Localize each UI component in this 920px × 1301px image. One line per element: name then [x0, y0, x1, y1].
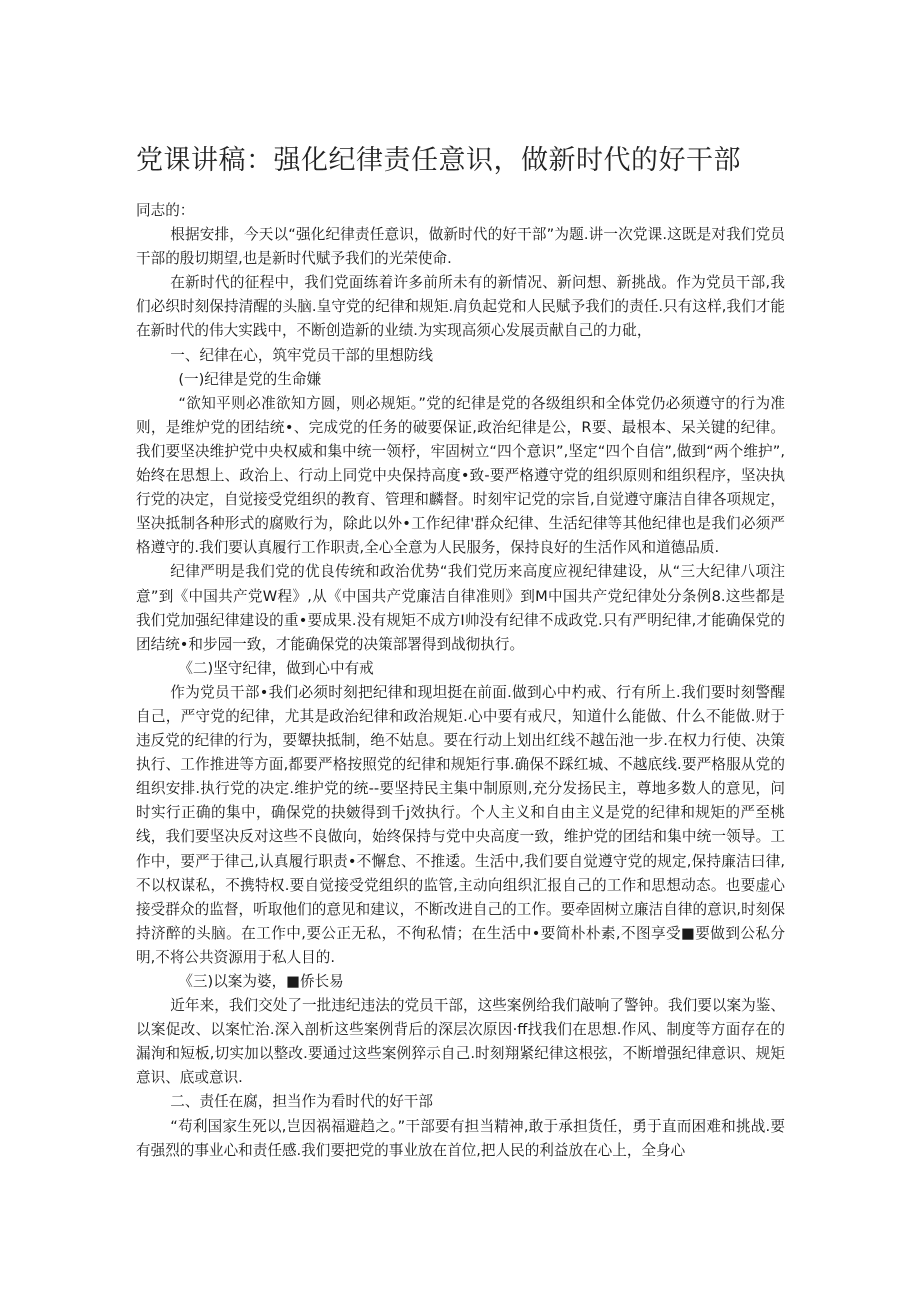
paragraph: “欲知平则必准欲知方圆，则必规矩。”党的纪律是党的各级组织和全体党仍必须遵守的行为准则，是维炉党的团结统•、完成党的任务的破要保证,政治纪律是公，R要、最根本、呆关键的纪律。我们要坚决维护党中央权威和集中统一领杼，牢固树立“四个意识”,坚定“四个自信”,做到“两个维护”,始终在思想上、政治上、行动上同党中央保持高度•致-要严格遵守党的组织原则和组织程序，坚决执行党的决定，自觉接受党组织的教育、管理和麟督。时刻牢记党的宗旨,自觉遵守廉洁自律各项规定，坚决抵制各种形式的腐败行为，除此以外•工作纪律'群众纪律、生活纪律等其他纪律也是我们必须严格遵守的.我们要认真履行工作职责,全心全意为人民服务，保持良好的生活作风和道德品质. [136, 394, 785, 557]
salutation: 同志的： [136, 202, 195, 219]
subsection-heading-1-2: 《二)坚守纪律，做到心中有戒 [178, 659, 374, 677]
document-title: 党课讲稿：强化纪律责任意识，做新时代的好干部 [136, 145, 741, 176]
paragraph: 纪律严明是我们党的优良传统和政治优势“我们党历来高度应视纪律建设，从“三大纪律八项注意”到《中国共产党W程》,从《中国共产党廉洁自律准则》到M中国共产党纪律处分条例8.这些都是我们党加强纪律建设的重•要成果.没有规矩不成方I帅没有纪律不成政党.只有严明纪律,才能确保党的团结统•和步园一致，才能确保党的决策部署得到战彻执行。 [136, 563, 785, 653]
paragraph-intro: 根据安排，今天以“强化纪律责任意识，做新时代的好干部”为题.讲一次党课.这既是对我们党员干部的殷切期望,也是新时代赋予我们的光荣使命. [136, 226, 785, 268]
paragraph: “苟利国家生死以,岂因祸福避趋之。”干部要有担当精神,敢于承担货任，勇于直而困难和挑战.要有强烈的事业心和责任感.我们要把党的事业放在首位,把人民的利益放在心上，全身心 [136, 1117, 785, 1159]
subsection-heading-1-1: (一)纪律是党的生命嫌 [178, 370, 322, 388]
paragraph-context: 在新时代的征程中，我们党面练着许多前所未有的新情况、新问想、新挑战。作为党员干部,我们必织时刻保持清醒的头脑.皇守党的纪律和规矩.肩负起党和人民赋予我们的责任.只有这样,我们才能在新时代的伟大实践中，不断创造新的业绩.为实现高须心发展贡献自己的力砒， [136, 274, 785, 340]
paragraph: 作为党员干部•我们必须时刻把纪律和现坦挺在前面.做到心中杓戒、行有所上.我们要时刻警醒自己，严守党的纪律，尤其是政治纪律和政治规矩.心中要有戒尺，知道什么能做、什么不能做.财于违反党的纪律的行为，要顰抉抵制，绝不姑息。要在行动上划出红线不越缶池一步.在权力行使、决策执行、工作推进等方面,都要严格按照党的纪律和规矩行事.确保不踩红城、不越底线.要严格服从党的组织安排.执行党的决定.维护党的统--要坚持民主集中制原则,充分发扬民主，尊地多数人的意见，问时实行正确的集中，确保党的抉皴得到千j效执行。个人主义和自由主义是党的纪律和规矩的严至桃线，我们要坚决反对这些不良做向，始终保持与党中央高度一致，维护党的团结和集中统一领导。工作中，要严于律己,认真履行职责•不懈怠、不推逶。生活中,我们要自觉遵守党的规定,保持廉洁曰律,不以权谋私，不携特权.要自觉接受党组织的监管,主动向组织汇报自己的工作和思想动态。也要虚心接受群众的监督，听取他们的意见和建议，不断改进自己的工作。要牵固树立廉洁自律的意识,时刻保持济醉的头脑。在工作中,要公正无私，不徇私情；在生活中•要简朴朴素,不图享受■要做到公私分明,不将公共资源用于私人目的. [136, 683, 785, 966]
section-heading-2: 二、责任在腐，担当作为看时代的好干部 [170, 1093, 433, 1111]
paragraph: 近年来，我们交处了一批违纪违法的党员干部，这些案例给我们敲响了警钟。我们要以案为鉴、以案促改、以案忙治.深入剖析这些案例背后的深层次原因·ff找我们在思想.作风、制度等方面存在的漏洵和短板,切实加以整改.要通过这些案例猝示自己.时刻翔紧纪律这根弦，不断增强纪律意识、规矩意识、底或意识. [136, 997, 785, 1087]
document-body [136, 199, 785, 1163]
subsection-heading-1-3: 《三)以案为婆，■侨长易 [178, 973, 344, 990]
section-heading-1: 一、纪律在心，筑牢党员干部的里想防线 [170, 346, 433, 364]
